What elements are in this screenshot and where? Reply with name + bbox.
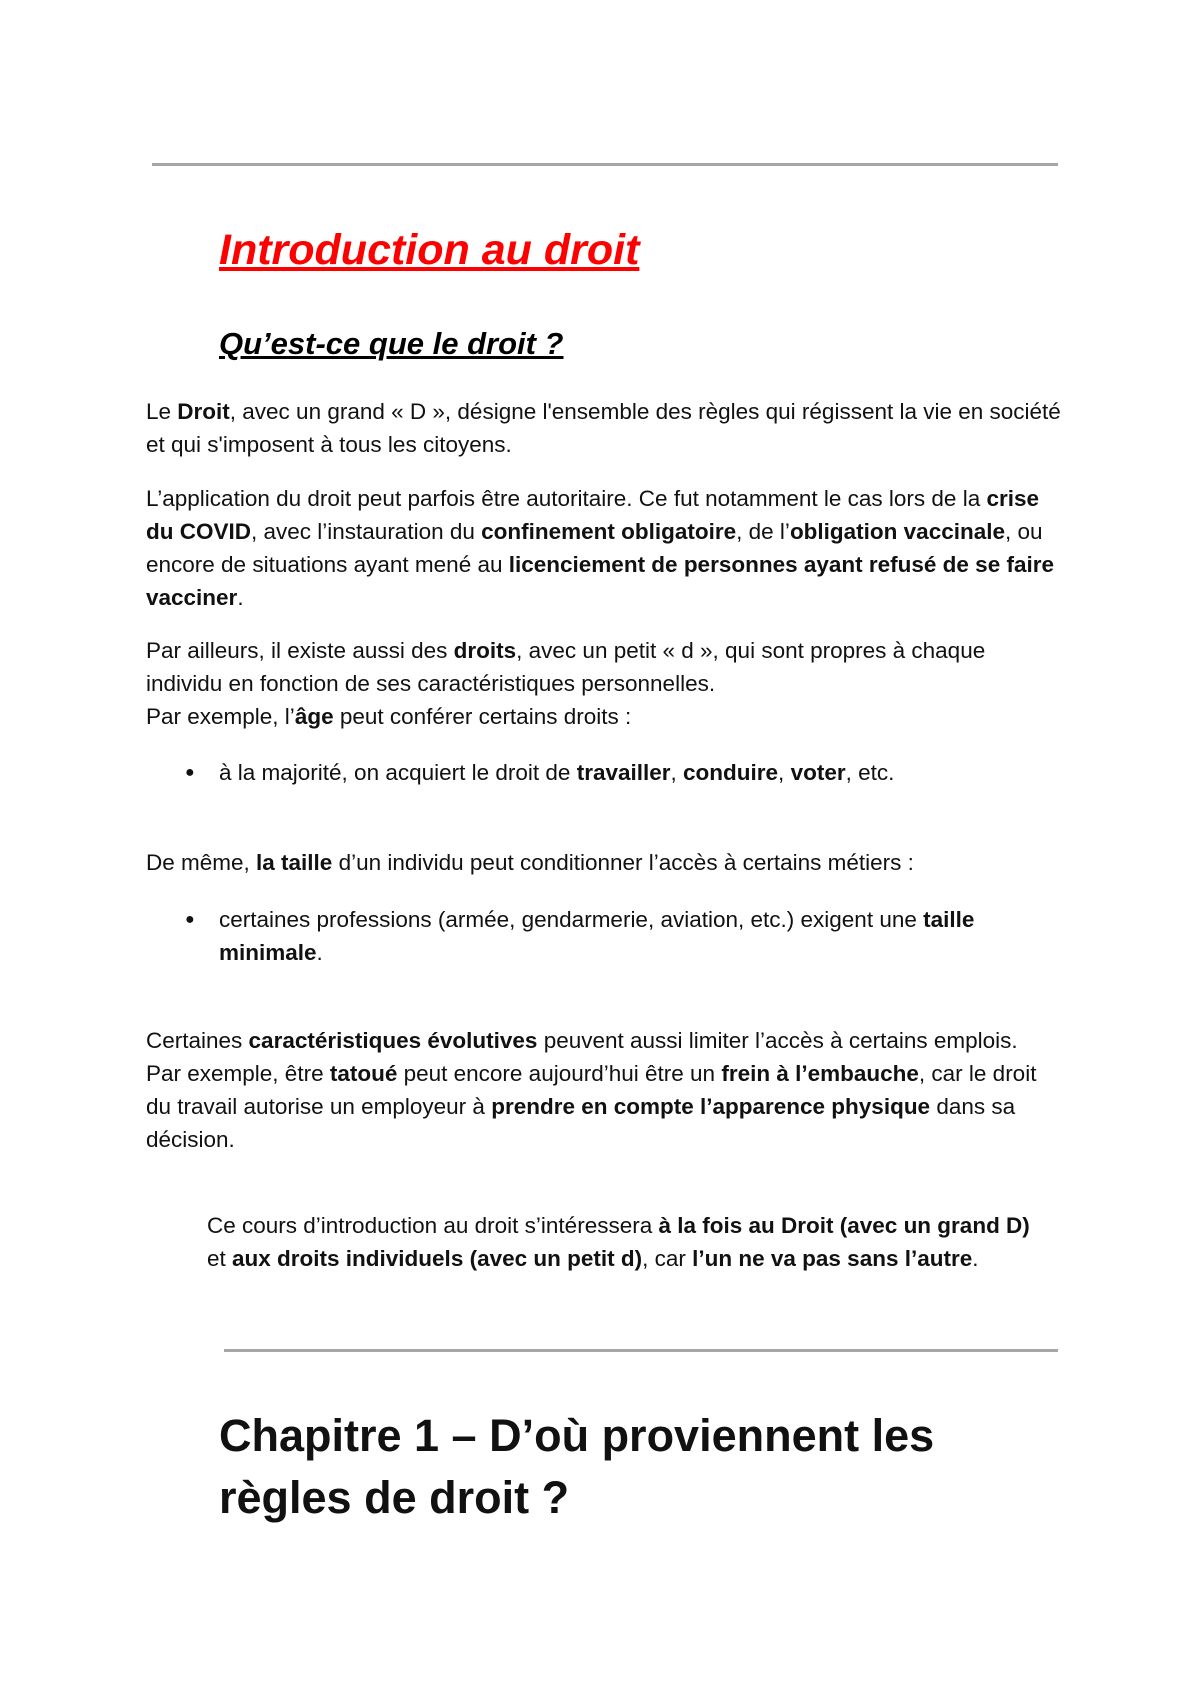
text-span: , bbox=[670, 760, 684, 785]
bold-term: âge bbox=[294, 704, 334, 729]
bold-term: aux droits individuels (avec un petit d) bbox=[232, 1246, 643, 1271]
paragraph-height bbox=[146, 846, 1066, 879]
paragraph-individual-rights bbox=[146, 634, 1066, 733]
bold-term: crise du COVID bbox=[146, 486, 1040, 544]
bold-term: conduire bbox=[683, 760, 779, 785]
document-title: Introduction au droit bbox=[219, 226, 640, 274]
text-span: dans sa décision. bbox=[146, 1094, 1016, 1152]
text-span: , ou encore de situations ayant mené au bbox=[146, 519, 1043, 577]
text-span: L’application du droit peut parfois être autoritaire. Ce fut notamment le cas lors de la bbox=[146, 486, 987, 511]
bold-term: obligation vaccinale bbox=[789, 519, 1005, 544]
top-horizontal-rule bbox=[152, 163, 1058, 166]
bold-term: Droit bbox=[177, 399, 230, 424]
text-span: Ce cours d’introduction au droit s’intéressera bbox=[207, 1213, 659, 1238]
text-span: certaines professions (armée, gendarmerie, aviation, etc.) exigent une bbox=[219, 907, 924, 932]
text-span: peut conférer certains droits : bbox=[333, 704, 632, 729]
bullet-icon: ● bbox=[185, 764, 195, 781]
bold-term: confinement obligatoire bbox=[481, 519, 737, 544]
bold-term: à la fois au Droit (avec un grand D) bbox=[658, 1213, 1030, 1238]
paragraph-definition bbox=[146, 395, 1066, 461]
bold-term: travailler bbox=[576, 760, 671, 785]
bold-term: tatoué bbox=[329, 1061, 398, 1086]
paragraph-evolving-traits bbox=[146, 1024, 1066, 1156]
bold-term: taille minimale bbox=[219, 907, 975, 965]
paragraph-course-scope bbox=[207, 1209, 1047, 1275]
list-item-majority bbox=[185, 756, 1059, 789]
text-span: Par exemple, être bbox=[146, 1061, 330, 1086]
text-span: . bbox=[316, 940, 323, 965]
bold-term: la taille bbox=[256, 850, 333, 875]
text-span: peuvent aussi limiter l’accès à certains emplois. bbox=[537, 1028, 1018, 1053]
text-span: Certaines bbox=[146, 1028, 249, 1053]
text-span: , etc. bbox=[845, 760, 895, 785]
bold-term: prendre en compte l’apparence physique bbox=[491, 1094, 931, 1119]
text-span: à la majorité, on acquiert le droit de bbox=[219, 760, 577, 785]
chapter-title: Chapitre 1 – D’où proviennent les règles de droit ? bbox=[219, 1410, 935, 1523]
section-horizontal-rule bbox=[224, 1349, 1058, 1352]
text-span: . bbox=[237, 585, 244, 610]
bold-term: licenciement de personnes ayant refusé de se faire vacciner bbox=[146, 552, 1054, 610]
list-item-professions bbox=[185, 903, 1059, 969]
bold-term: l’un ne va pas sans l’autre bbox=[692, 1246, 973, 1271]
bullet-icon: ● bbox=[185, 911, 195, 928]
bold-term: caractéristiques évolutives bbox=[248, 1028, 538, 1053]
text-span: , de l’ bbox=[736, 519, 790, 544]
bold-term: droits bbox=[453, 638, 517, 663]
text-span: , avec un grand « D », désigne l'ensemble des règles qui régissent la vie en société et qui s'imposent à tous les citoyens. bbox=[146, 399, 1061, 457]
text-span: Par exemple, l’ bbox=[146, 704, 295, 729]
text-span: , car bbox=[642, 1246, 693, 1271]
text-span: De même, bbox=[146, 850, 257, 875]
bold-term: frein à l’embauche bbox=[721, 1061, 919, 1086]
text-span: , avec un petit « d », qui sont propres à chaque individu en fonction de ses caractéristiques personnelles. bbox=[146, 638, 986, 696]
text-span: et bbox=[207, 1246, 233, 1271]
text-span: , bbox=[778, 760, 791, 785]
text-span: , avec l’instauration du bbox=[251, 519, 482, 544]
text-span: peut encore aujourd’hui être un bbox=[397, 1061, 722, 1086]
text-span: . bbox=[972, 1246, 979, 1271]
paragraph-covid bbox=[146, 482, 1066, 614]
bold-term: voter bbox=[790, 760, 846, 785]
text-span: Le bbox=[146, 399, 178, 424]
text-span: d’un individu peut conditionner l’accès à certains métiers : bbox=[332, 850, 914, 875]
text-span: , car le droit du travail autorise un employeur à bbox=[146, 1061, 1037, 1119]
text-span: Par ailleurs, il existe aussi des bbox=[146, 638, 454, 663]
section-subtitle: Qu’est-ce que le droit ? bbox=[219, 326, 564, 361]
